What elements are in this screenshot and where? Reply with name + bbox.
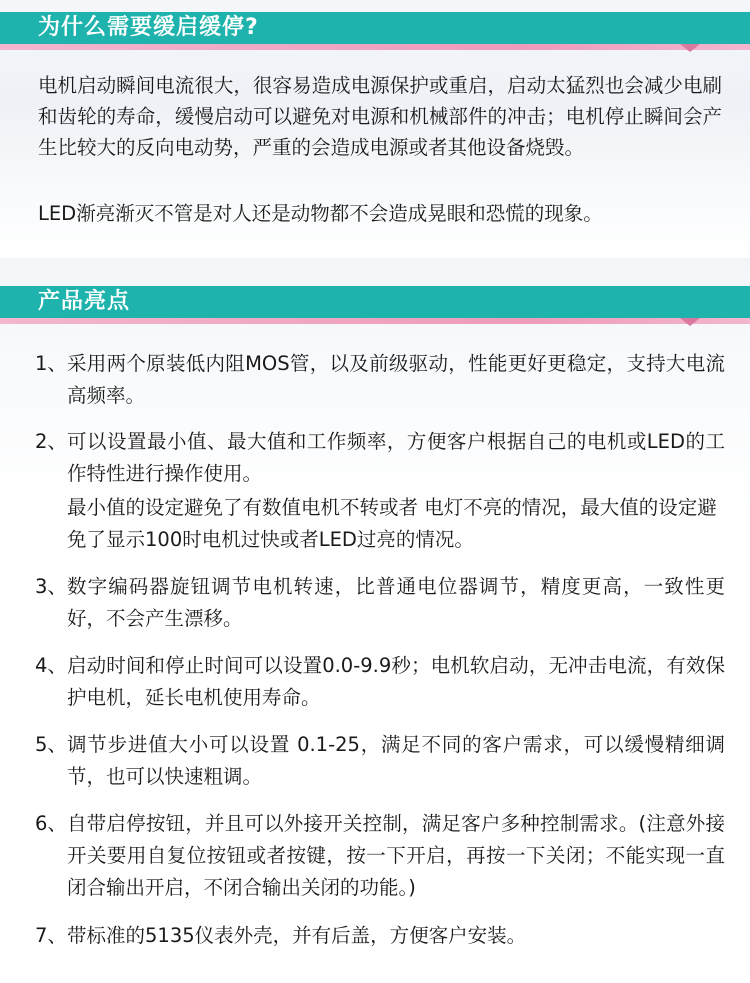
- section-title: 为什么需要缓启缓停?: [38, 15, 259, 40]
- item-text: 数字编码器旋钮调节电机转速，比普通电位器调节，精度更高，一致性更好，不会产生漂移。: [67, 575, 725, 630]
- item-number: 7、: [35, 924, 67, 947]
- section-banner: [0, 286, 750, 322]
- highlight-item-5: [35, 729, 725, 793]
- highlight-item-7: [35, 920, 725, 952]
- item-text-extra: 最小值的设定避免了有数值电机不转或者 电灯不亮的情况，最大值的设定避免了显示100时电机过快或者LED过亮的情况。: [67, 496, 717, 551]
- highlight-item-3: [35, 571, 725, 635]
- item-number: 2、: [35, 430, 67, 453]
- item-text: 采用两个原装低内阻MOS管，以及前级驱动，性能更好更稳定，支持大电流高频率。: [67, 352, 725, 407]
- why-soft-start-section: [0, 0, 750, 258]
- banner-accent-stripe: [0, 44, 750, 50]
- banner-notch-shape: [680, 44, 700, 52]
- highlight-item-4: [35, 650, 725, 714]
- banner-accent-stripe: [0, 318, 750, 324]
- item-text: 调节步进值大小可以设置 0.1-25，满足不同的客户需求，可以缓慢精细调节，也可以快速粗调。: [67, 733, 725, 788]
- item-number: 3、: [35, 575, 67, 598]
- highlight-item-1: [35, 348, 725, 412]
- highlight-item-6: [35, 808, 725, 904]
- item-number: 1、: [35, 352, 67, 375]
- led-paragraph: LED渐亮渐灭不管是对人还是动物都不会造成晃眼和恐慌的现象。: [38, 202, 603, 225]
- section-banner: [0, 12, 750, 48]
- item-text: 可以设置最小值、最大值和工作频率，方便客户根据自己的电机或LED的工作特性进行操作使用。: [67, 430, 725, 485]
- banner-notch-shape: [680, 318, 700, 326]
- item-text: 自带启停按钮，并且可以外接开关控制，满足客户多种控制需求。(注意外接开关要用自复位按钮或者按键，按一下开启，再按一下关闭；不能实现一直闭合输出开启，不闭合输出关闭的功能。): [67, 812, 725, 899]
- intro-paragraph: 电机启动瞬间电流很大，很容易造成电源保护或重启，启动太猛烈也会减少电刷和齿轮的寿命，缓慢启动可以避免对电源和机械部件的冲击；电机停止瞬间会产生比较大的反向电动势，严重的会造成电源或者其他设备烧毁。: [38, 74, 722, 159]
- section-title: 产品亮点: [38, 289, 131, 314]
- product-highlights-section: [0, 258, 750, 983]
- item-text: 带标准的5135仪表外壳，并有后盖，方便客户安装。: [67, 924, 527, 947]
- highlight-item-2: [35, 426, 725, 556]
- item-number: 4、: [35, 654, 67, 677]
- item-number: 5、: [35, 733, 67, 756]
- item-text: 启动时间和停止时间可以设置0.0-9.9秒；电机软启动，无冲击电流，有效保护电机，延长电机使用寿命。: [67, 654, 725, 709]
- item-number: 6、: [35, 812, 67, 835]
